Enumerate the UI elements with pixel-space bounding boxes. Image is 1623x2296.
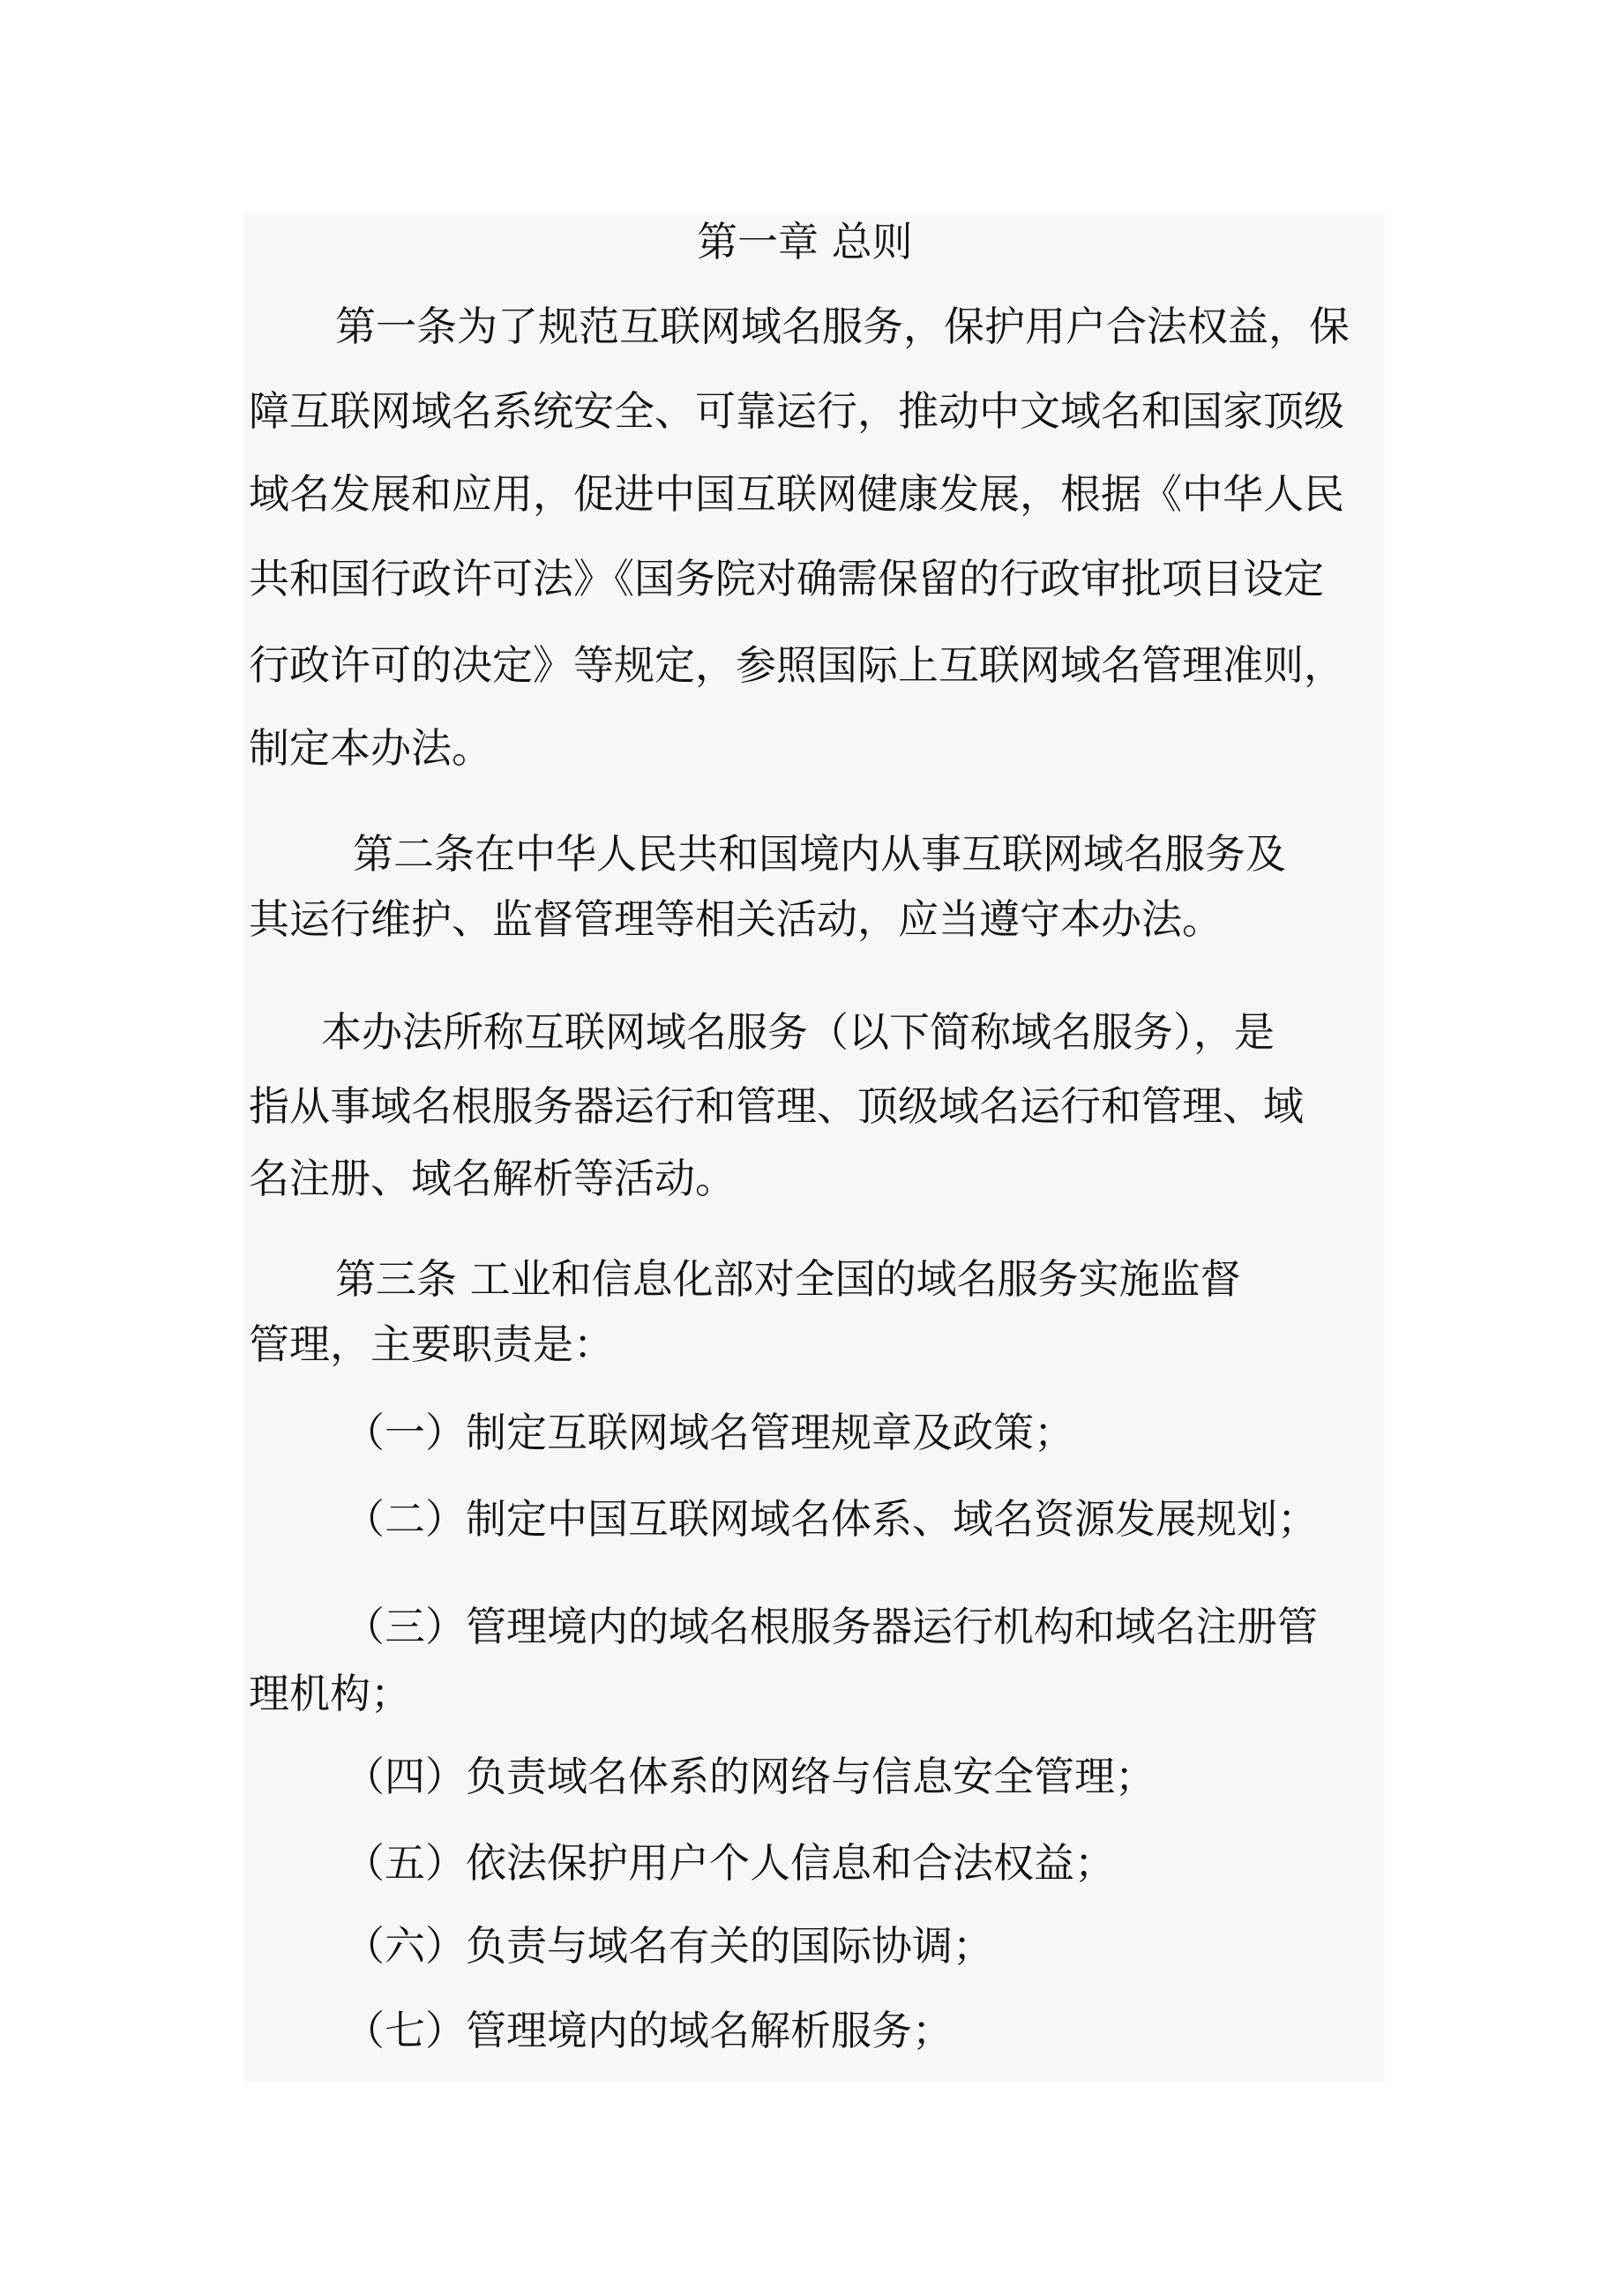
article-2-line: 其运行维护、监督管理等相关活动，应当遵守本办法。 xyxy=(249,895,1223,943)
article-3-line: 管理，主要职责是： xyxy=(249,1320,614,1368)
article-1-line: 域名发展和应用，促进中国互联网健康发展，根据《中华人民 xyxy=(249,470,1344,518)
article-2-paragraph-2-line: 名注册、域名解析等活动。 xyxy=(249,1155,736,1202)
duty-item: （一）制定互联网域名管理规章及政策； xyxy=(344,1409,1074,1456)
duty-item: 理机构； xyxy=(249,1670,411,1717)
duty-item: （四）负责域名体系的网络与信息安全管理； xyxy=(344,1753,1156,1800)
article-2-line: 第二条在中华人民共和国境内从事互联网域名服务及 xyxy=(353,830,1286,878)
article-1-line: 行政许可的决定》等规定，参照国际上互联网域名管理准则， xyxy=(249,641,1344,689)
article-1-line: 制定本办法。 xyxy=(249,724,492,772)
duty-item: （七）管理境内的域名解析服务； xyxy=(344,2007,953,2054)
duty-item: （二）制定中国互联网域名体系、域名资源发展规划； xyxy=(344,1495,1318,1543)
duty-item: （五）依法保护用户个人信息和合法权益； xyxy=(344,1839,1115,1887)
chapter-title: 第一章 总则 xyxy=(697,218,913,265)
article-3-line: 第三条 工业和信息化部对全国的域名服务实施监督 xyxy=(335,1255,1241,1303)
duty-item: （三）管理境内的域名根服务器运行机构和域名注册管 xyxy=(344,1603,1318,1650)
article-2-paragraph-2-line: 本办法所称互联网域名服务（以下简称域名服务），是 xyxy=(321,1008,1275,1056)
article-1-line: 第一条为了规范互联网域名服务，保护用户合法权益，保 xyxy=(335,303,1350,350)
article-1-line: 障互联网域名系统安全、可靠运行，推动中文域名和国家顶级 xyxy=(249,387,1344,435)
article-1-line: 共和国行政许可法》《国务院对确需保留的行政审批项目设定 xyxy=(249,555,1324,602)
duty-item: （六）负责与域名有关的国际协调； xyxy=(344,1922,993,1970)
article-2-paragraph-2-line: 指从事域名根服务器运行和管理、顶级域名运行和管理、域 xyxy=(249,1082,1304,1130)
